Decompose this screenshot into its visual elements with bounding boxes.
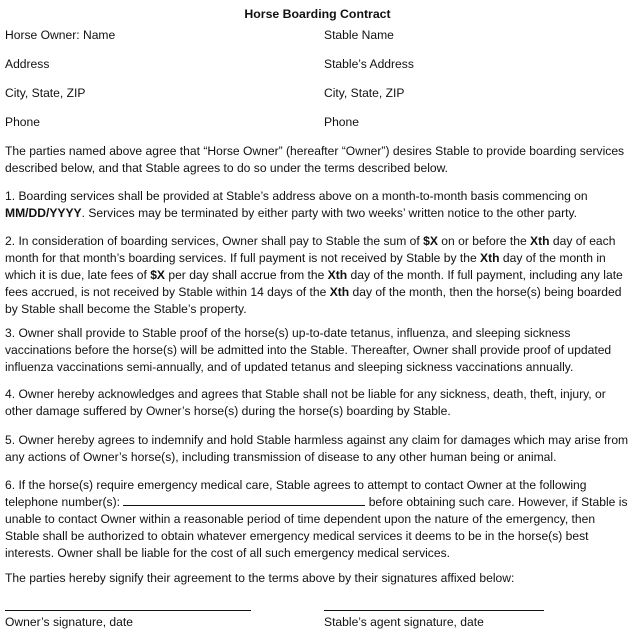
clause-5: 5. Owner hereby agrees to indemnify and hold Stable harmless against any claim for damages which may arise from any actions of Owner’s horse(s), including transmission of disease to any other human being or animal. (5, 433, 629, 464)
closing-statement: The parties hereby signify their agreement to the terms above by their signatures affixed below: (5, 571, 515, 585)
clause-1 (5, 188, 630, 222)
due-day-placeholder: Xth (530, 234, 550, 248)
stable-signature-label: Stable’s agent signature, date (324, 615, 484, 629)
clause-1-text-a: 1. Boarding services shall be provided at Stable’s address above on a month-to-month basis commencing on (5, 189, 588, 203)
late-fee-placeholder: $X (150, 268, 165, 282)
owner-address-label: Address (5, 57, 50, 71)
clause-2-text-g: day of the month, then the horse(s) being boarded by Stable shall become the Stable’s property. (5, 285, 622, 316)
clause-2-text-d: day of the month in which it is due, late fees of (5, 251, 606, 282)
clause-2-text-e: per day shall accrue from the (165, 268, 328, 282)
owner-city-label: City, State, ZIP (5, 86, 86, 100)
boarding-fee-placeholder: $X (423, 234, 438, 248)
stable-address-label: Stable’s Address (324, 57, 414, 71)
owner-signature-label: Owner’s signature, date (5, 615, 133, 629)
owner-signature-line[interactable] (5, 610, 251, 611)
accrual-day-placeholder: Xth (327, 268, 348, 282)
late-day-placeholder: Xth (480, 251, 500, 265)
clause-2-text-f: day of the month. If full payment, including any late fees accrued, is not received by Stable within 14 days of the (5, 268, 623, 299)
clause-2-text-c: day of each month for that month’s boarding services. If full payment is not received by Stable by the (5, 234, 616, 265)
clause-2-text-b: on or before the (437, 234, 531, 248)
document-title: Horse Boarding Contract (244, 7, 391, 21)
stable-signature-line[interactable] (324, 610, 544, 611)
clause-3: 3. Owner shall provide to Stable proof of the horse(s) up-to-date tetanus, influenza, and sleeping sickness vaccinations before the horse(s) will be admitted into the Stable. Thereafter, Owner shall provide proof of updated influenza vaccinations semi-annually, and of updated tetanus and sleeping sickness vaccinations annually. (5, 326, 612, 374)
clause-4: 4. Owner hereby acknowledges and agrees that Stable shall not be liable for any sickness, death, theft, injury, or other damage suffered by Owner’s horse(s) during the horse(s) boarding by Stable. (5, 387, 606, 418)
clause-2 (5, 233, 630, 318)
intro-paragraph: The parties named above agree that “Horse Owner” (hereafter “Owner”) desires Stable to provide boarding services described below, and that Stable agrees to do so under the terms described below. (5, 144, 625, 175)
emergency-phone-blank[interactable] (123, 494, 365, 506)
stable-city-label: City, State, ZIP (324, 86, 405, 100)
stable-name-label: Stable Name (324, 28, 394, 42)
owner-phone-label: Phone (5, 115, 40, 129)
clause-1-text-b: . Services may be terminated by either party with two weeks’ written notice to the other party. (81, 206, 577, 220)
stable-phone-label: Phone (324, 115, 359, 129)
clause-2-text-a: 2. In consideration of boarding services, Owner shall pay to Stable the sum of (5, 234, 424, 248)
clause-6-text-a: 6. If the horse(s) require emergency medical care, Stable agrees to attempt to contact Owner at the following telephone number(s): (5, 478, 587, 509)
start-date-placeholder: MM/DD/YYYY (5, 206, 82, 220)
clause-6-text-b: before obtaining such care. However, if Stable is unable to contact Owner within a reasonable period of time dependent upon the nature of the emergency, then Stable shall be authorized to obtain whatever emergency medical services it deems to be in the horse(s) best interests. Owner shall be liable for the cost of all such emergency medical services. (5, 495, 628, 560)
owner-name-label: Horse Owner: Name (5, 28, 116, 42)
deadline-day-placeholder: Xth (329, 285, 350, 299)
clause-6 (5, 477, 630, 562)
